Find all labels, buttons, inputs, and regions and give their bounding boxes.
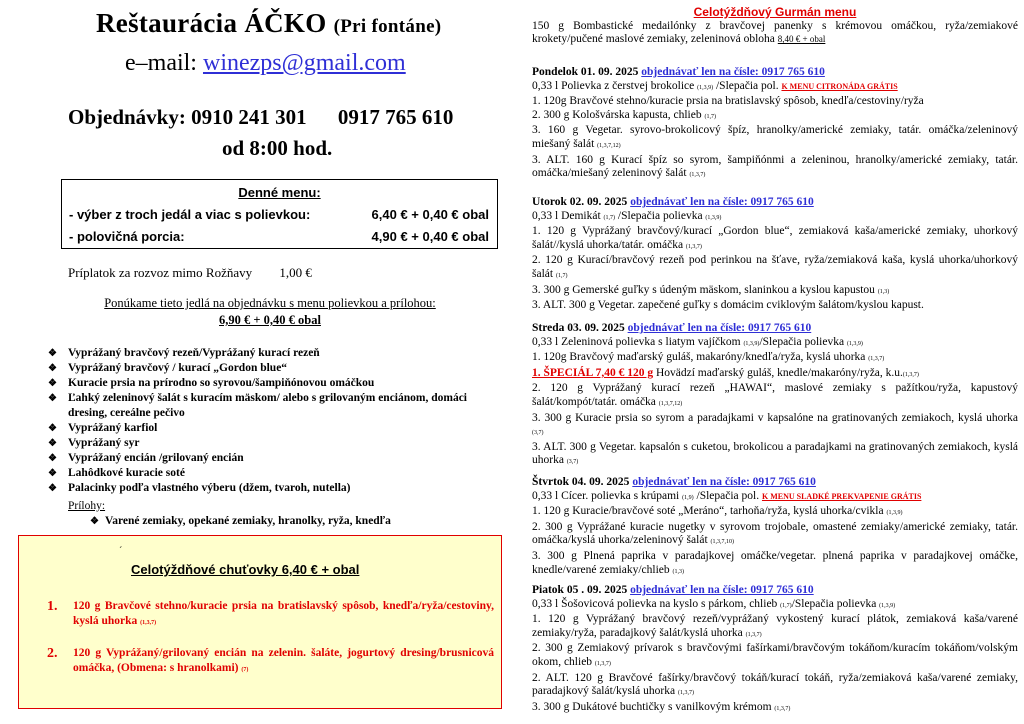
order-link[interactable]: objednávať len na čísle: 0917 765 610	[627, 322, 812, 334]
sides-text: Varené zemiaky, opekané zemiaky, hranolky, ryža, knedľa	[104, 515, 391, 527]
weekly-item	[47, 646, 494, 678]
soup-line: 0,33 l Šošovicová polievka na kyslo s párkom, chlieb (1,7)/Slepačia polievka (1,3,9)	[532, 597, 896, 610]
gourmet-title: Celotýždňový Gurmán menu	[693, 5, 857, 19]
weekly-item-text: 120 g Bravčové stehno/kuracie prsia na bratislavský spôsob, knedľa/ryža/cestoviny, kyslá uhorka	[73, 600, 494, 627]
list-item: ❖ Lahôdkové kuracie soté	[48, 467, 185, 479]
email-label: e–mail:	[125, 50, 197, 76]
day-heading: Štvrtok 04. 09. 2025 objednávať len na čísle: 0917 765 610	[532, 476, 816, 488]
day-thursday	[532, 476, 1018, 579]
surcharge-label: Príplatok za rozvoz mimo Rožňavy	[68, 265, 253, 280]
special-badge: 1. ŠPECIÁL 7,40 € 120 g	[532, 366, 654, 379]
order-link[interactable]: objednávať len na čísle: 0917 765 610	[630, 196, 814, 208]
diamond-bullet-icon: ❖	[48, 423, 57, 434]
diamond-bullet-icon: ❖	[90, 516, 99, 527]
diamond-bullet-icon: ❖	[48, 453, 57, 464]
day-heading: Pondelok 01. 09. 2025 objednávať len na čísle: 0917 765 610	[532, 66, 825, 78]
meal-line: 2. 120 g Kurací/bravčový rezeň pod perinkou na šťave, ryža/zemiaková kaša, kyslá uhorka/uhorkový šalát (1,7)	[532, 254, 1018, 280]
order-link[interactable]: objednávať len na čísle: 0917 765 610	[630, 584, 814, 596]
daily-menu-row-label: - výber z troch jedál a viac s polievkou:	[69, 207, 311, 222]
daily-menu-row-label: - polovičná porcia:	[69, 229, 185, 244]
allergens: (1,3,7)	[140, 620, 157, 626]
meal-line: 2. 120 g Vyprážaný kurací rezeň „HAWAI“, maslové zemiaky s pažítkou/ryža, kapustový šalát/kompót/tatár. omáčka (1,3,7,12)	[532, 382, 1018, 408]
weekly-item-text: 120 g Vyprážaný/grilovaný encián na zelenin. šaláte, jogurtový dresing/brusnicová omáčka, (Obmena: s hranolkami)	[73, 647, 494, 674]
offer-price: 6,90 € + 0,40 € obal	[219, 313, 321, 327]
bonus-badge: K MENU SLADKÉ PREKVAPENIE GRÁTIS	[761, 491, 922, 501]
diamond-bullet-icon: ❖	[48, 483, 57, 494]
restaurant-name: Reštaurácia ÁČKO	[96, 8, 327, 38]
restaurant-title	[96, 8, 441, 39]
order-items-list	[48, 346, 493, 496]
meal-line: 3. 300 g Kuracie prsia so syrom a paradajkami v kapsalóne na gratinovaných zemiakoch, kyslá uhorka (3,7)	[532, 411, 1018, 437]
meal-line: 1. 120g Bravčový maďarský guláš, makaróny/knedľa/ryža, kyslá uhorka (1,3,7)	[532, 351, 885, 364]
sides-label: Prílohy:	[68, 500, 106, 512]
day-heading: Streda 03. 09. 2025 objednávať len na čísle: 0917 765 610	[532, 322, 812, 334]
weekly-mark: ´	[119, 546, 123, 557]
soup-line: 0,33 l Demikát (1,7) /Slepačia polievka (1,3,9)	[532, 209, 722, 222]
order-link[interactable]: objednávať len na čísle: 0917 765 610	[632, 476, 816, 488]
list-item: ❖ Ľahký zeleninový šalát s kuracím mäskom/ alebo s grilovaným enciánom, domáci dresing, cereálne pečivo	[48, 392, 467, 419]
weekly-heading: Celotýždňové chuťovky 6,40 € + obal	[131, 562, 360, 577]
day-tuesday	[532, 196, 1018, 313]
meal-line: 3. ALT. 160 g Kurací špíz so syrom, šampiňónmi a zeleninou, hranolky/americké zemiaky, tatár. omáčka/miešaný zeleninový šalát (1,3,7)	[532, 153, 1018, 180]
weekly-item-number: 1.	[47, 599, 58, 614]
weekly-item	[47, 599, 494, 631]
list-item: ❖ Vyprážaný karfiol	[48, 422, 158, 434]
meal-line: 3. ALT. 300 g Vegetar. zapečené guľky s domácim cviklovým šalátom/kyslou kapust.	[532, 299, 924, 312]
weekly-item-number: 2.	[47, 646, 58, 661]
daily-menu-heading: Denné menu:	[238, 185, 321, 200]
gourmet-price: 8,40 € + obal	[777, 34, 826, 44]
meal-line: 3. 300 g Gemerské guľky s údeným mäskom, slaninkou a kyslou kapustou (1,3)	[532, 283, 890, 296]
restaurant-subtitle: (Pri fontáne)	[333, 16, 442, 37]
meal-line: 3. 300 g Dukátové buchtičky s vanilkovým krémom (1,3,7)	[532, 700, 791, 713]
list-item: ❖ Vyprážaný syr	[48, 437, 140, 449]
meal-line: 2. 300 g Kološvárska kapusta, chlieb (1,7)	[532, 108, 716, 121]
phone-2: 0917 765 610	[337, 105, 454, 129]
meal-line: 1. 120 g Vyprážaný bravčový rezeň/vyprážaný vykostený kurací plátok, zemiaková kaša/varené zemiaky/ryža, paradajkový šalát/kyslá uhorka (1,3,7)	[532, 613, 1018, 639]
diamond-bullet-icon: ❖	[48, 393, 57, 404]
special-line: 1. ŠPECIÁL 7,40 € 120 g Hovädzí maďarský guláš, knedle/makaróny/ryža, k.u.(1,3,7)	[532, 366, 919, 379]
gourmet-menu	[532, 6, 1018, 47]
meal-line: 3. 160 g Vegetar. syrovo-brokolicový špíz, hranolky/americké zemiaky, tatár. omáčka/zeleninový miešaný šalát (1,3,7,12)	[532, 124, 1018, 150]
offer-text: Ponúkame tieto jedlá na objednávku s menu polievkou a prílohou:	[104, 296, 436, 310]
opening-hours: od 8:00 hod.	[222, 136, 333, 160]
list-item: ❖ Vyprážaný encián /grilovaný encián	[48, 452, 244, 464]
daily-menu-row	[69, 207, 489, 222]
day-friday	[532, 584, 1018, 716]
daily-menu-row	[69, 229, 489, 244]
sides-item	[90, 515, 391, 527]
list-item: ❖ Kuracie prsia na prírodno so syrovou/šampiňónovou omáčkou	[48, 377, 375, 389]
delivery-surcharge	[68, 265, 312, 281]
daily-menu-row-price: 4,90 € + 0,40 € obal	[371, 229, 489, 244]
daily-menu-row-price: 6,40 € + 0,40 € obal	[371, 207, 489, 222]
surcharge-amount: 1,00 €	[279, 265, 312, 280]
meal-line: 2. ALT. 120 g Bravčové fašírky/bravčový tokáň/kurací tokáň, ryža/zemiaková kaša/varené zemiaky, paradajkový šalát/kyslá uhorka (1,3,7)	[532, 671, 1018, 698]
allergens: (7)	[241, 667, 249, 673]
daily-menu-box	[61, 179, 498, 249]
meal-line: 1. 120g Bravčové stehno/kuracie prsia na bratislavský spôsob, knedľa/cestoviny/ryža	[532, 95, 924, 108]
soup-line: 0,33 l Zeleninová polievka s liatym vajíčkom (1,3,9)/Slepačia polievka (1,3,9)	[532, 335, 863, 348]
orders-line	[68, 105, 453, 130]
day-wednesday	[532, 322, 1018, 470]
day-monday	[532, 66, 1018, 183]
diamond-bullet-icon: ❖	[48, 468, 57, 479]
meal-line: 1. 120 g Vyprážaný bravčový/kurací „Gordon blue“, zemiaková kaša/americké zemiaky, uhorkový šalát//kyslá uhorka/tatár. omáčka (1,3,7)	[532, 225, 1018, 251]
meal-line: 3. 300 g Plnená paprika v paradajkovej omáčke/vegetar. plnená paprika v paradajkovej omáčke, knedle/varené zemiaky/chlieb (1,3)	[532, 549, 1018, 576]
diamond-bullet-icon: ❖	[48, 348, 57, 359]
soup-line: 0,33 l Polievka z čerstvej brokolice (1,3,9) /Slepačia pol. K MENU CITRONÁDA GRÁTIS	[532, 79, 898, 92]
order-link[interactable]: objednávať len na čísle: 0917 765 610	[641, 66, 825, 78]
weekly-specials-box	[18, 535, 502, 709]
list-item: ❖ Palacinky podľa vlastného výberu (džem, tvaroh, nutella)	[48, 482, 351, 494]
orders-label: Objednávky:	[68, 105, 186, 129]
order-offer	[60, 296, 480, 328]
list-item: ❖ Vyprážaný bravčový rezeň/Vyprážaný kurací rezeň	[48, 347, 320, 359]
email-link[interactable]: winezps@gmail.com	[202, 50, 406, 76]
day-heading: Piatok 05 . 09. 2025 objednávať len na čísle: 0917 765 610	[532, 584, 814, 596]
meal-line: 2. 300 g Vyprážané kuracie nugetky v syrovom trojobale, omastené zemiaky/americké zemiaky, tatár. omáčka/kyslá uhorka/zeleninový šalát (1,3,7,10)	[532, 520, 1018, 547]
list-item: ❖ Vyprážaný bravčový / kurací „Gordon blue“	[48, 362, 288, 374]
email-line	[125, 50, 406, 77]
bonus-badge: K MENU CITRONÁDA GRÁTIS	[781, 81, 898, 91]
meal-line: 3. ALT. 300 g Vegetar. kapsalón s cuketou, brokolicou a paradajkami na gratinovaných zemiakoch, kyslá uhorka (3,7)	[532, 440, 1018, 467]
day-heading: Utorok 02. 09. 2025 objednávať len na čísle: 0917 765 610	[532, 196, 814, 208]
meal-line: 2. 300 g Zemiakový prívarok s bravčovými fašírkami/bravčovým tokáňom/kuracím tokáňom/volským okom, chlieb (1,3,7)	[532, 642, 1018, 668]
diamond-bullet-icon: ❖	[48, 363, 57, 374]
diamond-bullet-icon: ❖	[48, 438, 57, 449]
phone-1: 0910 241 301	[191, 105, 307, 129]
soup-line: 0,33 l Cícer. polievka s krúpami (1,9) /Slepačia pol. K MENU SLADKÉ PREKVAPENIE GRÁTIS	[532, 489, 922, 502]
diamond-bullet-icon: ❖	[48, 378, 57, 389]
gourmet-text: 150 g Bombastické medailónky z bravčovej panenky s krémovou omáčkou, ryža/zemiakové krokety/pučené maslové zemiaky, zeleninová obloha 8,40 € + obal	[532, 19, 1018, 45]
meal-line: 1. 120 g Kuracie/bravčové soté „Meráno“, tarhoňa/ryža, kyslá uhorka/cvikla (1,3,9)	[532, 505, 903, 518]
